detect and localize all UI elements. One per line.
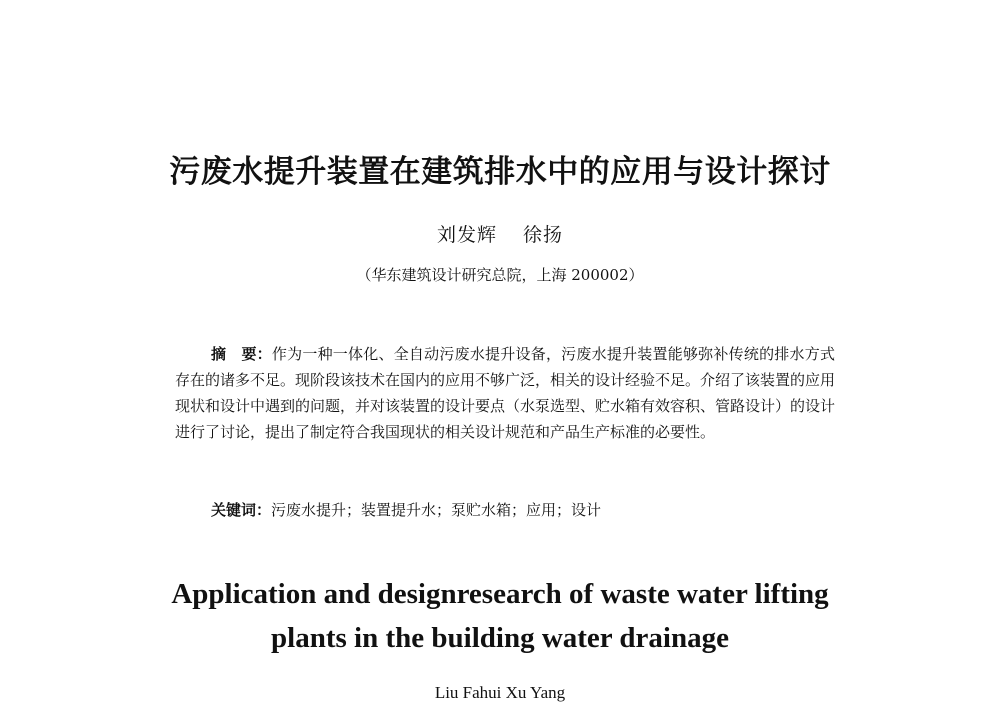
english-title-line: Application and designresearch of waste water lifting bbox=[171, 578, 829, 610]
abstract-label: 摘 要： bbox=[211, 345, 272, 363]
keywords-label: 关键词： bbox=[211, 501, 272, 519]
chinese-affiliation: （华东建筑设计研究总院，上海 200002） bbox=[356, 266, 644, 284]
chinese-authors bbox=[0, 220, 1000, 247]
english-authors: Liu Fahui Xu Yang bbox=[434, 683, 566, 702]
keywords-line bbox=[211, 497, 601, 523]
author-name: 刘发辉 bbox=[436, 224, 497, 246]
author-name: 徐扬 bbox=[523, 224, 564, 246]
abstract-text: 作为一种一体化、全自动污废水提升设备，污废水提升装置能够弥补传统的排水方式存在的诸多不足。现阶段该技术在国内的应用不够广泛，相关的设计经验不足。介绍了该装置的应用现状和设计中遇到的问题，并对该装置的设计要点（水泵选型、贮水箱有效容积、管路设计）的设计进行了讨论，提出了制定符合我国现状的相关设计规范和产品生产标准的必要性。 bbox=[175, 345, 836, 441]
keywords-text: 污废水提升；装置提升水；泵贮水箱；应用；设计 bbox=[271, 501, 602, 519]
english-title-line: plants in the building water drainage bbox=[271, 622, 729, 654]
abstract-paragraph bbox=[175, 341, 835, 445]
chinese-title: 污废水提升装置在建筑排水中的应用与设计探讨 bbox=[169, 154, 831, 190]
english-title bbox=[0, 572, 1000, 660]
